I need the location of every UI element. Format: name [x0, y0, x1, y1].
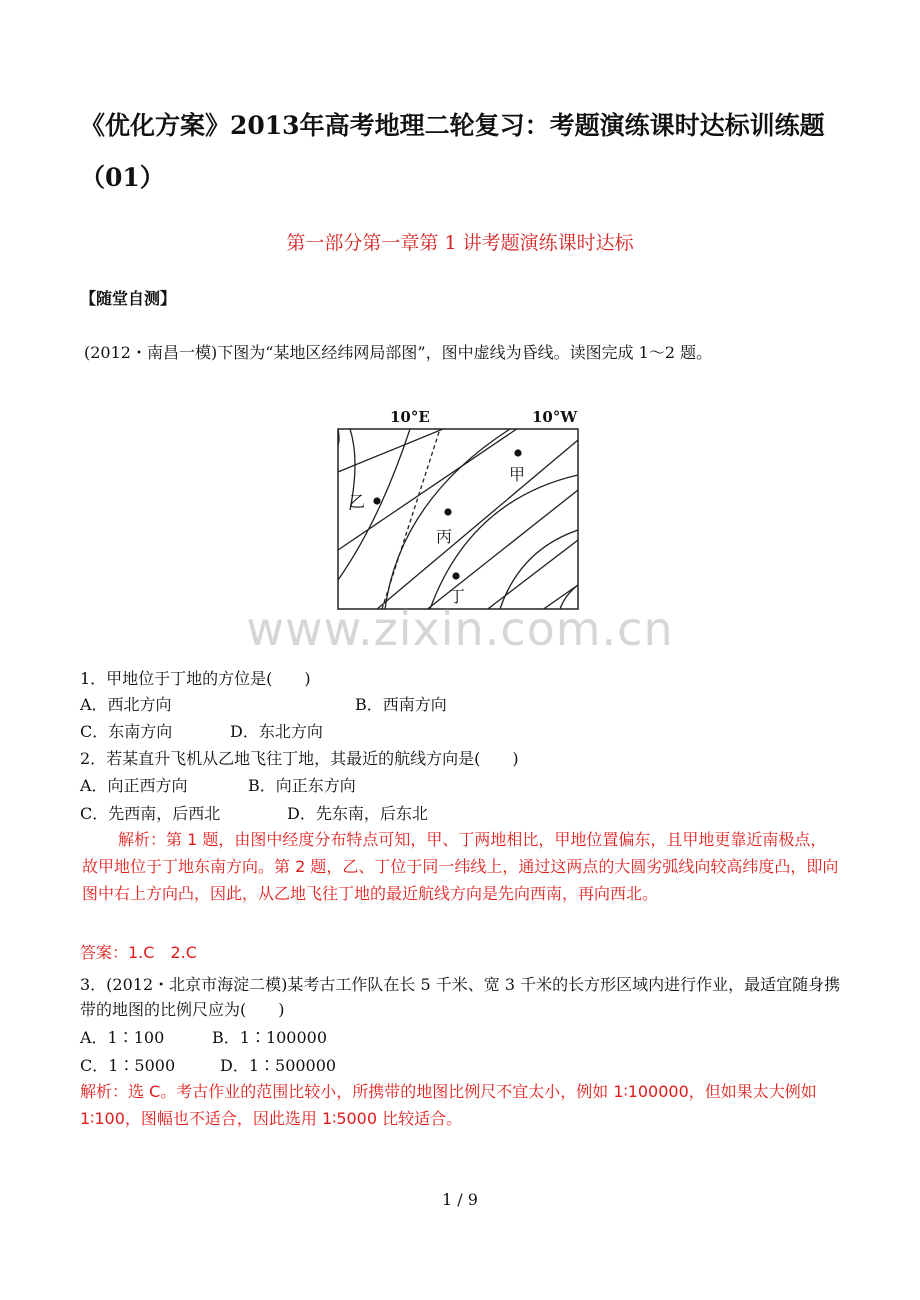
q2-option-c: C．先西南，后西北 — [80, 804, 221, 823]
explanation-1-2: 解析：第 1 题，由图中经度分布特点可知，甲、丁两地相比，甲地位置偏东，且甲地更靠近南极点，故甲地位于丁地东南方向。第 2 题，乙、丁位于同一纬线上，通过这两点的大圆劣弧线向较高纬度凸，即向图中右上方向凸，因此，从乙地飞往丁地的最近航线方向是先向西南，再向西北。 — [82, 830, 839, 903]
point-yi-label: 乙 — [349, 492, 366, 511]
meridian-line — [338, 420, 530, 550]
meridian-line — [420, 490, 578, 612]
watermark-text: www.zixin.com.cn — [246, 602, 674, 656]
section-heading: 【随堂自测】 — [80, 289, 177, 308]
point-jia-marker — [514, 449, 521, 456]
explanation-3: 解析：选 C。考古作业的范围比较小，所携带的地图比例尺不宜太小，例如 1∶100000，但如果太大例如 1∶100，图幅也不适合，因此选用 1∶5000 比较适合。 — [80, 1082, 817, 1128]
q2-option-a: A．向正西方向 — [80, 776, 188, 795]
point-bing-label: 丙 — [436, 527, 453, 546]
answer-1-2: 答案：1.C 2.C — [80, 943, 197, 962]
q3-option-b: B．1∶100000 — [212, 1028, 328, 1047]
q3-option-d: D．1∶500000 — [220, 1056, 337, 1075]
graticule-map — [330, 400, 592, 612]
chapter-subtitle: 第一部分第一章第 1 讲考题演练课时达标 — [286, 232, 634, 254]
point-jia-label: 甲 — [509, 465, 526, 484]
meridian-line — [370, 440, 578, 612]
q2-option-d: D．先东南，后东北 — [287, 804, 428, 823]
lon-label-10w: 10°W — [532, 408, 578, 426]
point-yi-marker — [373, 497, 380, 504]
q3-option-a: A．1∶100 — [80, 1028, 165, 1047]
q1-option-c: C．东南方向 — [80, 722, 173, 741]
point-ding-label: 丁 — [449, 587, 466, 606]
point-bing-marker — [444, 508, 451, 515]
q1-option-d: D．东北方向 — [230, 722, 323, 741]
question-intro: (2012・南昌一模)下图为“某地区经纬网局部图”，图中虚线为昏线。读图完成 1～2 题。 — [84, 343, 713, 362]
q2-option-b: B．向正东方向 — [248, 776, 356, 795]
meridian-line — [338, 420, 465, 472]
lon-label-10e: 10°E — [390, 408, 430, 426]
parallel-arc — [385, 429, 510, 609]
question-3: 3．(2012・北京市海淀二模)某考古工作队在长 5 千米、宽 3 千米的长方形区域内进行作业，最适宜随身携带的地图的比例尺应为( ) — [80, 975, 841, 1019]
point-ding-marker — [452, 572, 459, 579]
q3-option-c: C．1∶5000 — [80, 1056, 176, 1075]
document-title: 《优化方案》2013年高考地理二轮复习：考题演练课时达标训练题（01） — [80, 111, 825, 192]
question-1: 1．甲地位于丁地的方位是( ) — [80, 669, 311, 688]
q1-option-a: A．西北方向 — [80, 695, 172, 714]
page-number: 1 / 9 — [442, 1190, 478, 1209]
q1-option-b: B．西南方向 — [355, 695, 447, 714]
question-2: 2．若某直升飞机从乙地飞往丁地，其最近的航线方向是( ) — [80, 749, 519, 768]
dusk-line — [382, 429, 440, 609]
